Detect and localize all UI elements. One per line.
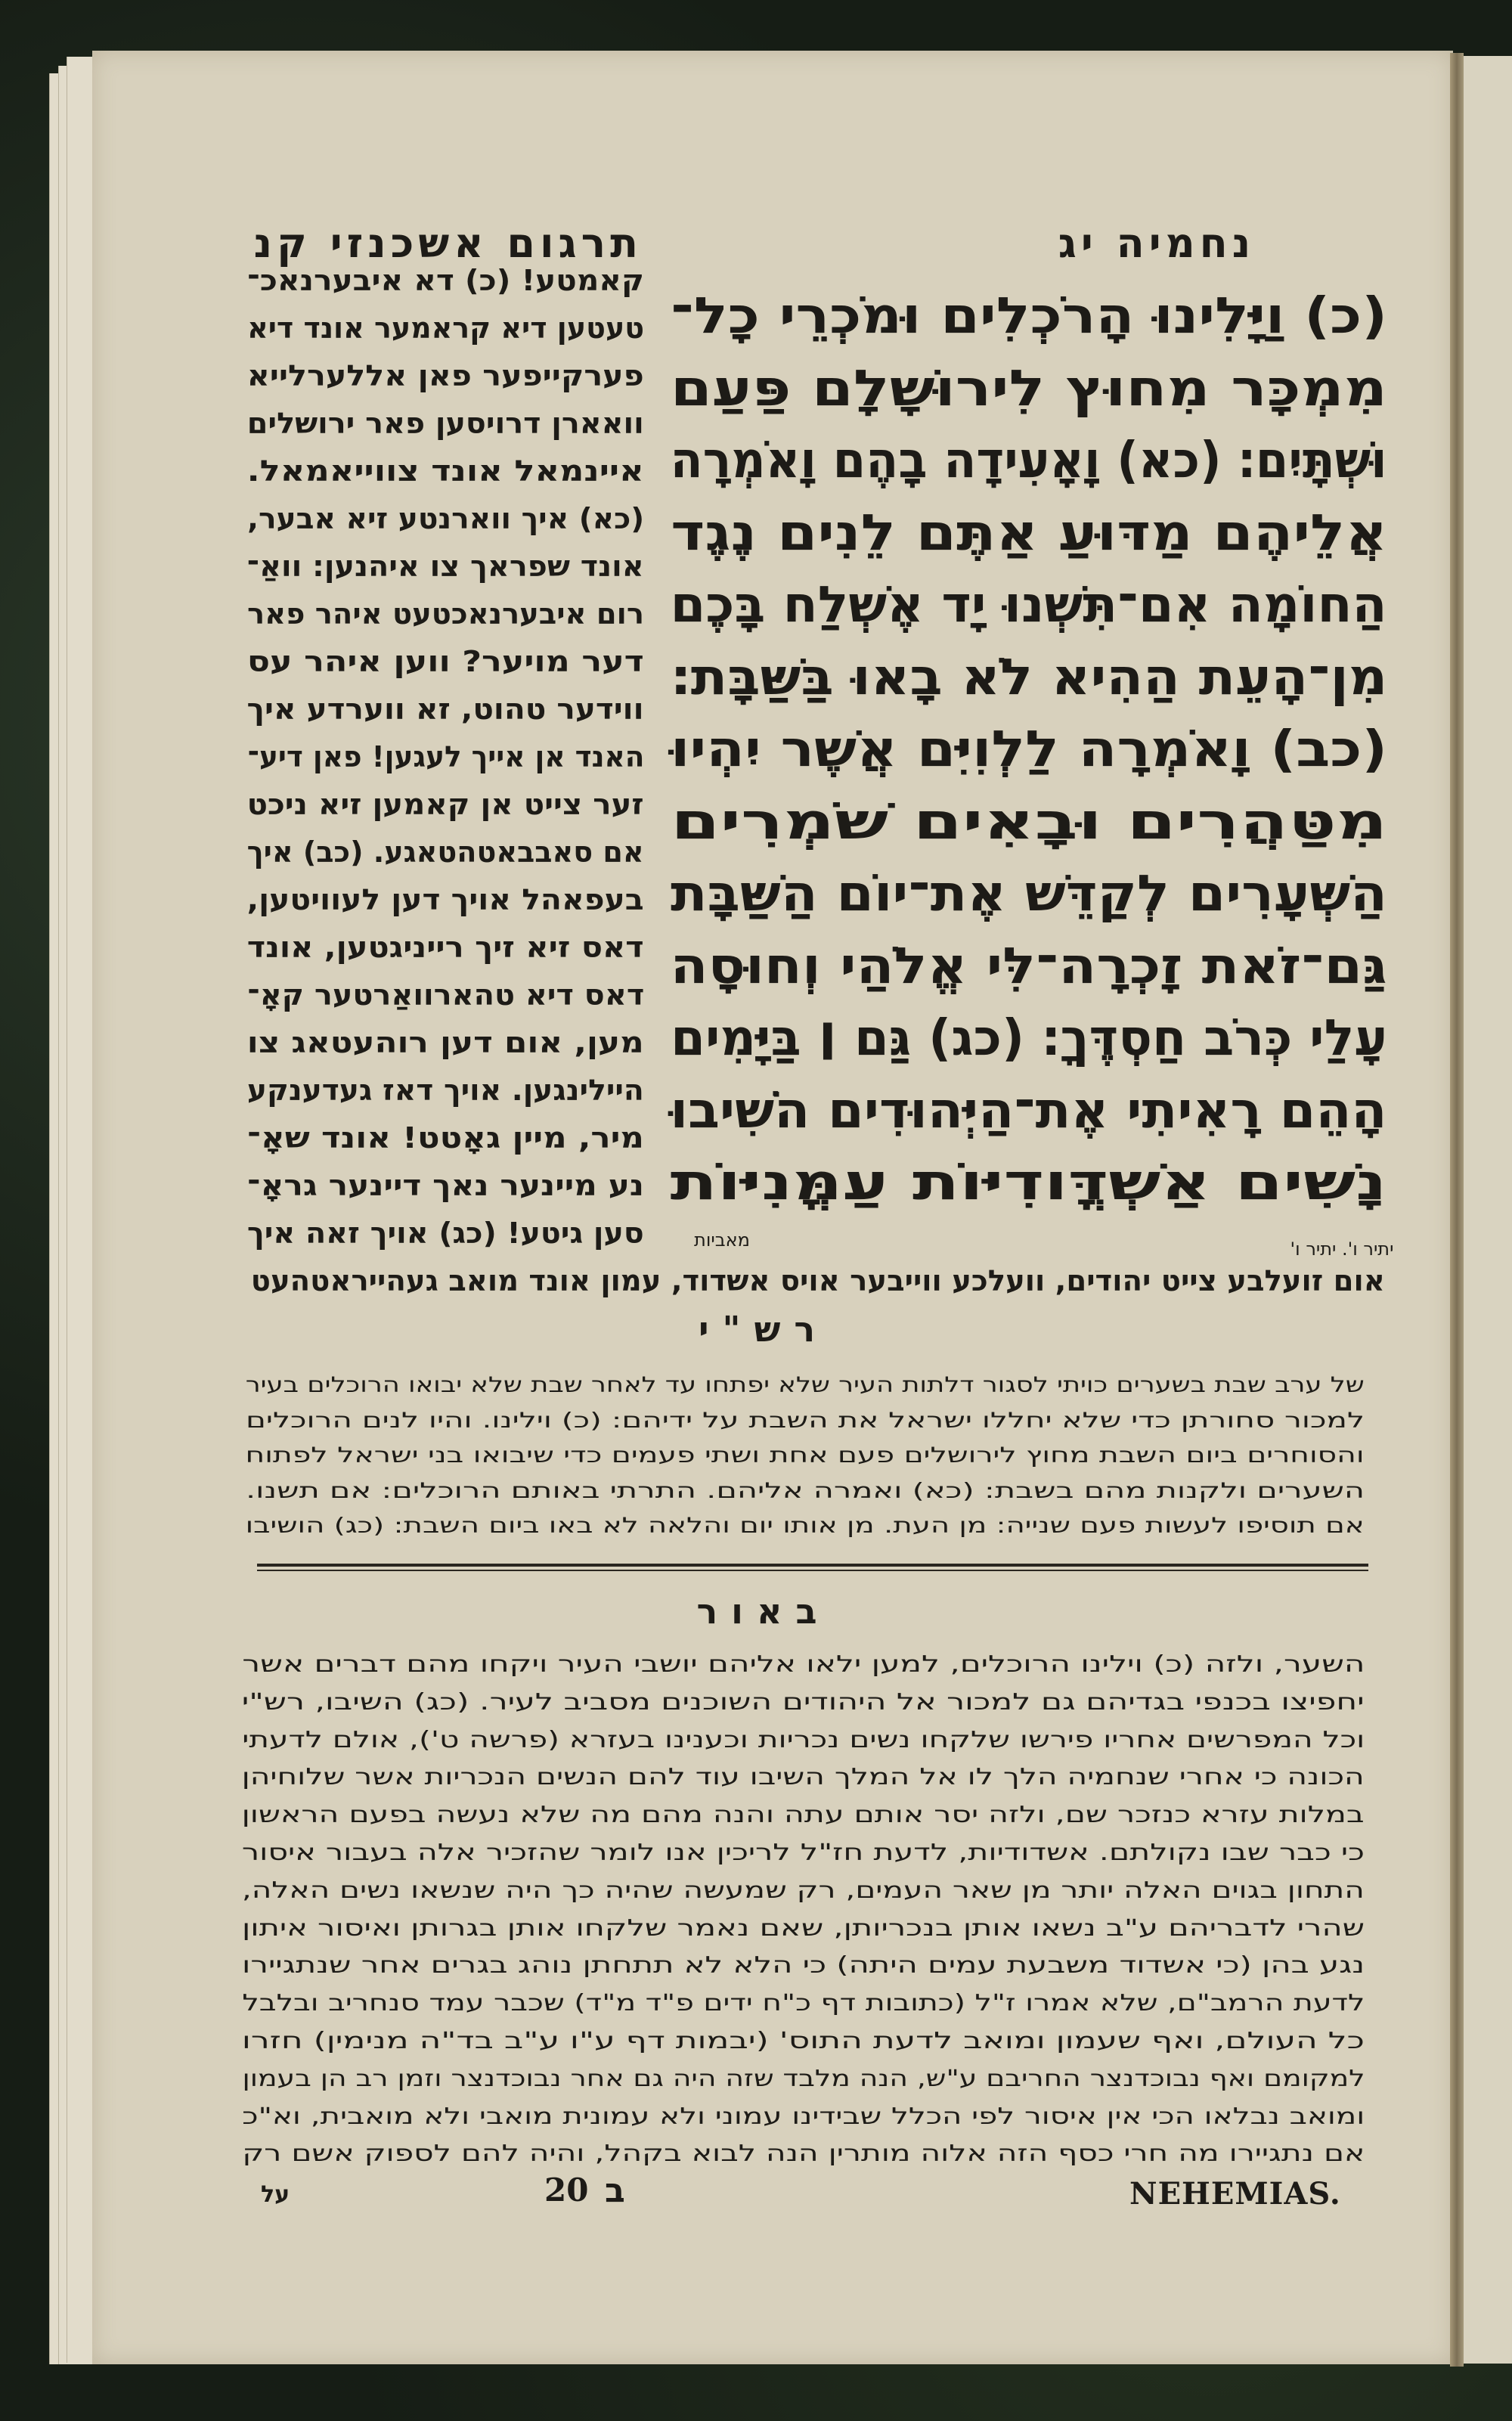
scripture-line-text: הָהֵם רָאִיתִי אֶת־הַיְּהוּדִים הֹשִׁיבוּ	[671, 1080, 1387, 1139]
biur-line-text: שהרי לדבריהם ע"ב נשאו אותן בנכריותן, שאם נאמר שלקחו אותן בגרותן ואיסור איתון	[242, 1914, 1365, 1942]
biur-line	[242, 2065, 1365, 2092]
translation-line	[247, 978, 644, 1012]
rashi-title-text: רש"י	[698, 1309, 829, 1350]
biur-line-text: כל העולם, ואף שעמון ומואב לדעת התוס' (יבמות דף ע"ו ע"ב בד"ה מנימין) חזרו	[242, 2028, 1365, 2054]
rashi-line-text: והסוחרים ביום השבת מחוץ לירושלים פעם אחת ושתי פעמים כדי שיבואו בני ישראל לפתוח	[246, 1443, 1365, 1468]
catchword: על	[261, 2181, 290, 2208]
scripture-line-text: גַּם־זֹאת זָכְרָה־לִּי אֱלֹהַי וְחוּסָה	[671, 936, 1387, 995]
rashi-line-text: של ערב שבת בשערים כויתי לסגור דלתות העיר שלא יפתחו עד לאחר שבת שלא יבואו הרוכלים בעיר	[246, 1372, 1365, 1397]
scripture-line	[671, 720, 1387, 778]
biur-line-text: לדעת הרמב"ם, שלא אמרו ז"ל (כתובות דף כ"ח ידים פ"ד מ"ד) שכבר עמד סנחריב ובלבל	[242, 1990, 1365, 2017]
masorah-note	[1278, 1240, 1406, 1258]
scripture-line	[671, 864, 1387, 922]
translation-line-text: אם סאבבאטהטאגע. (כב) איך	[247, 835, 644, 869]
scripture-line-text: מִמְכָּר מִחוּץ לִירוּשָׁלָם פַּעַם	[670, 358, 1387, 417]
translation-header-text: תרגום אשכנזי קנ	[253, 219, 643, 267]
biur-title	[665, 1591, 862, 1632]
scripture-line	[671, 575, 1387, 634]
biur-line-text: למקומם ואף נבוכדנצר החריבם ע"ש, הנה מלבד שזה היה גם אחר נבוכדנצר וזמן רב הן בעמון	[242, 2065, 1365, 2092]
translation-line	[247, 790, 644, 819]
rashi-title	[673, 1309, 854, 1350]
rashi-line	[246, 1445, 1365, 1466]
biur-line	[242, 2103, 1365, 2130]
scripture-header-text: נחמיה יג	[1058, 219, 1256, 267]
scripture-line	[671, 1153, 1387, 1211]
translation-line-text: (כא) איך ווארנטע זיא אבער,	[247, 502, 644, 535]
translation-line	[247, 933, 644, 962]
scripture-line-text: (כב) וָאֹמְרָה לַלְוִיִּם אֲשֶׁר יִהְיוּ	[671, 720, 1387, 778]
rashi-line-text: אם תוסיפו לעשות פעם שנייה: מן העת. מן אותו יום והלאה לא באו ביום השבת: (כג) הושיבו	[246, 1513, 1365, 1538]
scripture-line	[671, 503, 1387, 562]
rashi-line	[246, 1515, 1365, 1536]
biur-line	[242, 1842, 1365, 1865]
translation-line-text: פערקייפער פאן אללערלייא	[247, 359, 644, 392]
scripture-line-text: מִן־הָעֵת הַהִיא לֹא בָאוּ בַּשַּׁבָּת׃	[671, 647, 1387, 706]
scripture-line-text: נָשִׁים אַשְׁדֳּודִיּוֹת עַמֳּנִיּוֹת	[671, 1153, 1387, 1211]
translation-line-text: היילינגען. אויך דאז געדענקע	[247, 1074, 644, 1107]
rashi-line	[246, 1407, 1365, 1433]
translation-line	[247, 314, 644, 343]
translation-line	[247, 552, 644, 581]
translation-line-text: רום איבערנאכטעט איהר פאר	[247, 597, 644, 631]
translation-line-text: ווידער טהוט, זא ווערדע איך	[247, 693, 644, 726]
translation-line	[247, 504, 644, 533]
translation-line-text: איינמאל אונד צווייאמאל.	[247, 454, 644, 488]
masorah-note	[688, 1231, 756, 1249]
translation-line	[247, 885, 644, 914]
scripture-line	[670, 358, 1387, 417]
scripture-line	[671, 287, 1387, 345]
rashi-line-text: השערים ולקנות מהם בשבת: (כא) ואמרה אליהם. התרתי באותם הרוכלים: אם תשנו.	[246, 1477, 1365, 1503]
translation-line	[247, 1028, 644, 1057]
rashi-line	[246, 1372, 1365, 1397]
running-title: NEHEMIAS.	[1129, 2176, 1341, 2212]
scripture-line	[671, 647, 1387, 706]
scripture-line-text: הַשְּׁעָרִים לְקַדֵּשׁ אֶת־יוֹם הַשַּׁבָּת	[671, 864, 1387, 922]
masorah-note-text: מאביות	[694, 1229, 750, 1251]
translation-continuation-line	[251, 1266, 1385, 1295]
translation-line-text: נע מיינער נאך דיינער גראָ־	[247, 1169, 644, 1202]
scripture-line	[671, 1009, 1387, 1067]
biur-line	[242, 1954, 1365, 1977]
translation-line-text: דער מויער? ווען איהר עס	[247, 645, 644, 678]
translation-line-text: דאס דיא טהארוואַרטער קאָ־	[247, 978, 644, 1012]
translation-line-text: האנד אן אייך לעגען! פאן דיע־	[247, 740, 644, 773]
scripture-line-text: (כ) וַיָּלִינוּ הָרֹכְלִים וּמֹכְרֵי כָל־	[671, 287, 1387, 345]
scripture-line	[671, 1080, 1387, 1139]
translation-line	[247, 835, 644, 869]
rashi-line	[246, 1477, 1365, 1503]
page-gutter	[1450, 53, 1464, 2367]
section-divider	[257, 1570, 1368, 1571]
biur-line	[242, 1688, 1365, 1716]
scripture-header	[922, 219, 1391, 267]
biur-line	[242, 2030, 1365, 2053]
biur-line	[242, 1804, 1365, 1827]
translation-line	[247, 695, 644, 724]
biur-line-text: במלות עזרא כנזכר שם, ולזה יסר אותם עתה והנה מהם מה שלא נעשה בפעם הראשון	[242, 1802, 1365, 1829]
translation-line-text: בעפאהל אויך דען לעוויטען,	[247, 883, 644, 916]
biur-line-text: השער, ולזה (כ) וילינו הרוכלים, למען ילאו אליהם יושבי העיר ויקחו מהם דברים אשר	[242, 1651, 1365, 1678]
translation-line	[247, 1219, 644, 1248]
biur-line-text: אם נתגיירו מה חרי כסף הזה אלוה מותרין הנה לבוא בקהל, והיה להם לספוק אשם רק	[242, 2140, 1365, 2168]
rashi-line-text: למכור סחורתן כדי שלא יחללו ישראל את השבת על ידיהם: (כ) וילינו. והיו לנים הרוכלים	[246, 1407, 1365, 1433]
translation-continuation-line-text: אום זועלבע צייט יהודים, וועלכע ווייבער אויס אשדוד, עמון אונד מואב געהייראטהעט	[251, 1264, 1385, 1297]
translation-line	[247, 1121, 644, 1155]
translation-line-text: מען, אום דען רוהעטאג צו	[247, 1026, 644, 1059]
translation-line-text: טעטען דיא קראמער אונד דיא	[247, 312, 644, 345]
translation-line-text: דאס זיא זיך רייניגטען, אונד	[247, 931, 644, 964]
scripture-line	[670, 792, 1387, 851]
biur-title-text: באור	[696, 1591, 831, 1632]
signature-number: 20	[544, 2171, 589, 2209]
translation-header	[253, 219, 643, 267]
translation-line-text: וואארן דרויסען פאר ירושלים	[247, 407, 644, 440]
translation-line-text: אונד שפראך צו איהנען: וואַ־	[247, 550, 644, 583]
translation-line-text: קאמטע! (כ) דא איבערנאכ־	[247, 264, 644, 297]
biur-line	[242, 1914, 1365, 1942]
translation-line	[247, 1076, 644, 1105]
biur-line-text: התחון בגוים האלה יותר מן שאר העמים, רק שמעשה שהיה כך היה שנשאו נשים האלה,	[242, 1877, 1365, 1904]
biur-line	[242, 1651, 1365, 1678]
biur-line	[242, 1766, 1365, 1789]
translation-line-text: זער צייט אן קאמען זיא ניכט	[247, 788, 644, 821]
biur-line-text: כי כבר שבו נקולתם. אשדודיות, לדעת חז"ל לריכין אנו לומר שהזכיר אלה בעבור איסור	[242, 1840, 1365, 1866]
signature-letter: ב	[605, 2171, 625, 2210]
facing-page-edge	[1464, 56, 1512, 2364]
translation-line	[247, 361, 644, 390]
scripture-line-text: מִטַּהֲרִים וּבָאִים שֹׁמְרִים	[670, 792, 1387, 851]
biur-line-text: וכל המפרשים אחריו פירשו שלקחו נשים נכריות וכענינו בעזרא (פרשה ט'), אולם לדעתי	[242, 1726, 1365, 1753]
scripture-line	[671, 936, 1387, 995]
scripture-line-text: אֲלֵיהֶם מַדּוּעַ אַתֶּם לֵנִים נֶגֶד	[671, 503, 1387, 562]
biur-line	[242, 2140, 1365, 2168]
scripture-line-text: עָלַי כְּרֹב חַסְדֶּךָ׃ (כג) גַּם ׀ בַּיָּמִים	[671, 1009, 1387, 1067]
translation-line	[247, 454, 644, 488]
translation-line	[247, 266, 644, 295]
translation-line	[247, 742, 644, 771]
biur-line-text: ומואב נבלאו הכי אין איסור לפי הכלל שבידינו עמוני ולא עמונית מואבי ולא מואבית, וא"כ	[242, 2103, 1365, 2130]
translation-line	[247, 597, 644, 631]
scripture-line-text: וּשְׁתָּיִם׃ (כא) וָאָעִידָה בָהֶם וָאֹמְרָה	[671, 431, 1387, 489]
translation-line	[247, 1171, 644, 1200]
masorah-note-text: יתיר ו'. יתיר ו'	[1290, 1238, 1394, 1260]
biur-line	[242, 1992, 1365, 2015]
biur-line	[242, 1726, 1365, 1753]
translation-line-text: סען גיטע! (כג) אויך זאה איך	[247, 1217, 644, 1250]
biur-line-text: הכונה כי אחרי שנחמיה הלך לו אל המלך השיבו עוד להם הנשים הנכריות אשר שלוחיהן	[242, 1764, 1365, 1791]
biur-line-text: נגע בהן (כי אשדוד משבעת עמים היתה) כי הלא לא תתחתן נוהג בגרים אחר שנתגיירו	[242, 1952, 1365, 1979]
biur-line	[242, 1877, 1365, 1904]
section-divider	[257, 1564, 1368, 1567]
translation-line-text: מיר, מיין גאָטט! אונד שאָ־	[247, 1121, 644, 1155]
biur-line-text: יחפיצו בכנפי בגדיהם גם למכור אל היהודים השוכנים מסביב לעיר. (כג) השיבו, רש"י	[242, 1688, 1365, 1716]
scripture-line-text: הַחוֹמָה אִם־תִּשְׁנוּ יָד אֶשְׁלַח בָּכֶם	[671, 575, 1387, 634]
translation-line	[247, 647, 644, 676]
scripture-line	[671, 431, 1387, 489]
translation-line	[247, 409, 644, 438]
